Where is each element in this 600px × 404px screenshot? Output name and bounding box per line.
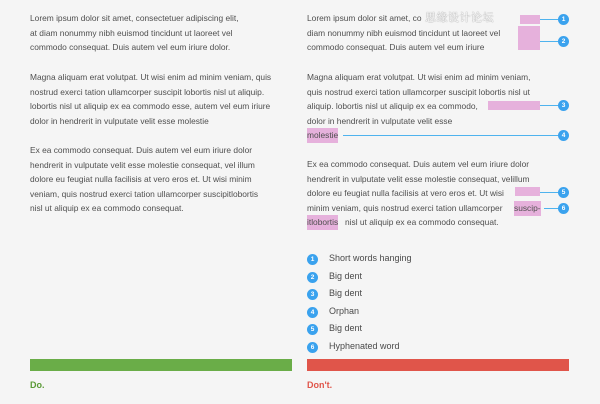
marker-2: 2: [558, 36, 569, 47]
legend-number-badge: 4: [307, 307, 318, 318]
legend-label: Hyphenated word: [329, 340, 400, 351]
legend-number-badge: 2: [307, 272, 318, 283]
left-paragraph-2: Magna aliquam erat volutpat. Ut wisi enim ad minim veniam, quis nostrud exerci tation ullamcorper suscipit lobortis nisl ut aliquip. lobortis nisl ut aliquip ex ea commodo esse, autem vel eum iriure dolor in hendrerit in vulputate velit esse molestie: [30, 72, 272, 126]
highlight-big-dent-2: [488, 101, 540, 110]
right-paragraph-2: Magna aliquam erat volutpat. Ut wisi enim ad minim veniam, quis nostrud exerci tation ullamcorper suscipit lobortis nisl ut aliquip. lobortis nisl ut aliquip ex ea commodo, dolor in hendrerit in vulputate velit esse: [307, 72, 531, 126]
do-caption: Do.: [30, 380, 45, 390]
right-paragraph-1: Lorem ipsum dolor sit amet, co diam nonummy nibh euismod tincidunt ut laoreet vel commodo consequat. Duis autem vel eum iriure: [307, 13, 501, 53]
legend-number-badge: 6: [307, 342, 318, 353]
leader-line-1: [540, 19, 558, 20]
dont-indicator-bar: [307, 359, 569, 371]
highlight-hyphen-part-a: suscip-: [514, 201, 541, 216]
marker-6: 6: [558, 203, 569, 214]
leader-line-2: [540, 41, 558, 42]
dont-caption: Don't.: [307, 380, 333, 390]
leader-line-5: [540, 192, 558, 193]
marker-1: 1: [558, 14, 569, 25]
legend-label: Orphan: [329, 305, 360, 316]
legend-number-badge: 1: [307, 254, 318, 265]
leader-line-6: [544, 208, 558, 209]
legend-label: Short words hanging: [329, 253, 412, 263]
left-paragraph-1: Lorem ipsum dolor sit amet, consectetuer adipiscing elit, at diam nonummy nibh euismod tincidunt ut laoreet vel commodo consequat. Duis autem vel eum iriure dolor.: [30, 13, 239, 53]
highlight-orphan-word: molestie: [307, 128, 338, 143]
legend-number-badge: 3: [307, 289, 318, 300]
highlight-big-dent-3: [515, 187, 540, 196]
legend-label: Big dent: [329, 270, 363, 281]
marker-3: 3: [558, 100, 569, 111]
marker-5: 5: [558, 187, 569, 198]
right-paragraph-3-last-line: nisl ut aliquip ex ea commodo consequat.: [345, 217, 499, 227]
marker-4: 4: [558, 130, 569, 141]
legend-number-badge: 5: [307, 324, 318, 335]
left-paragraph-3: Ex ea commodo consequat. Duis autem vel eum iriure dolor hendrerit in vulputate velit esse molestie consequat, vel illum dolore eu feugiat nulla facilisis at vero eros et. Ut wisi minim veniam, quis nostrud exerci tation ullamcorper suscipitlobortis nisl ut aliquip ex ea commodo consequat.: [30, 145, 259, 214]
highlight-big-dent-1: [518, 26, 540, 50]
highlight-hyphen-part-b: itlobortis: [307, 215, 338, 230]
do-indicator-bar: [30, 359, 292, 371]
leader-line-4: [343, 135, 558, 136]
legend-label: Big dent: [329, 288, 363, 298]
legend-label: Big dent: [329, 323, 363, 333]
site-watermark: 思缘设计论坛: [425, 12, 494, 24]
highlight-short-words: [520, 15, 540, 24]
leader-line-3: [540, 105, 558, 106]
right-paragraph-3: Ex ea commodo consequat. Duis autem vel eum iriure dolor hendrerit in vulputate velit esse molestie consequat, velillum dolore eu feugiat nulla facilisis at vero eros et. Ut wisi minim veniam, quis nostrud exerci tation ullamcorper: [307, 159, 530, 213]
